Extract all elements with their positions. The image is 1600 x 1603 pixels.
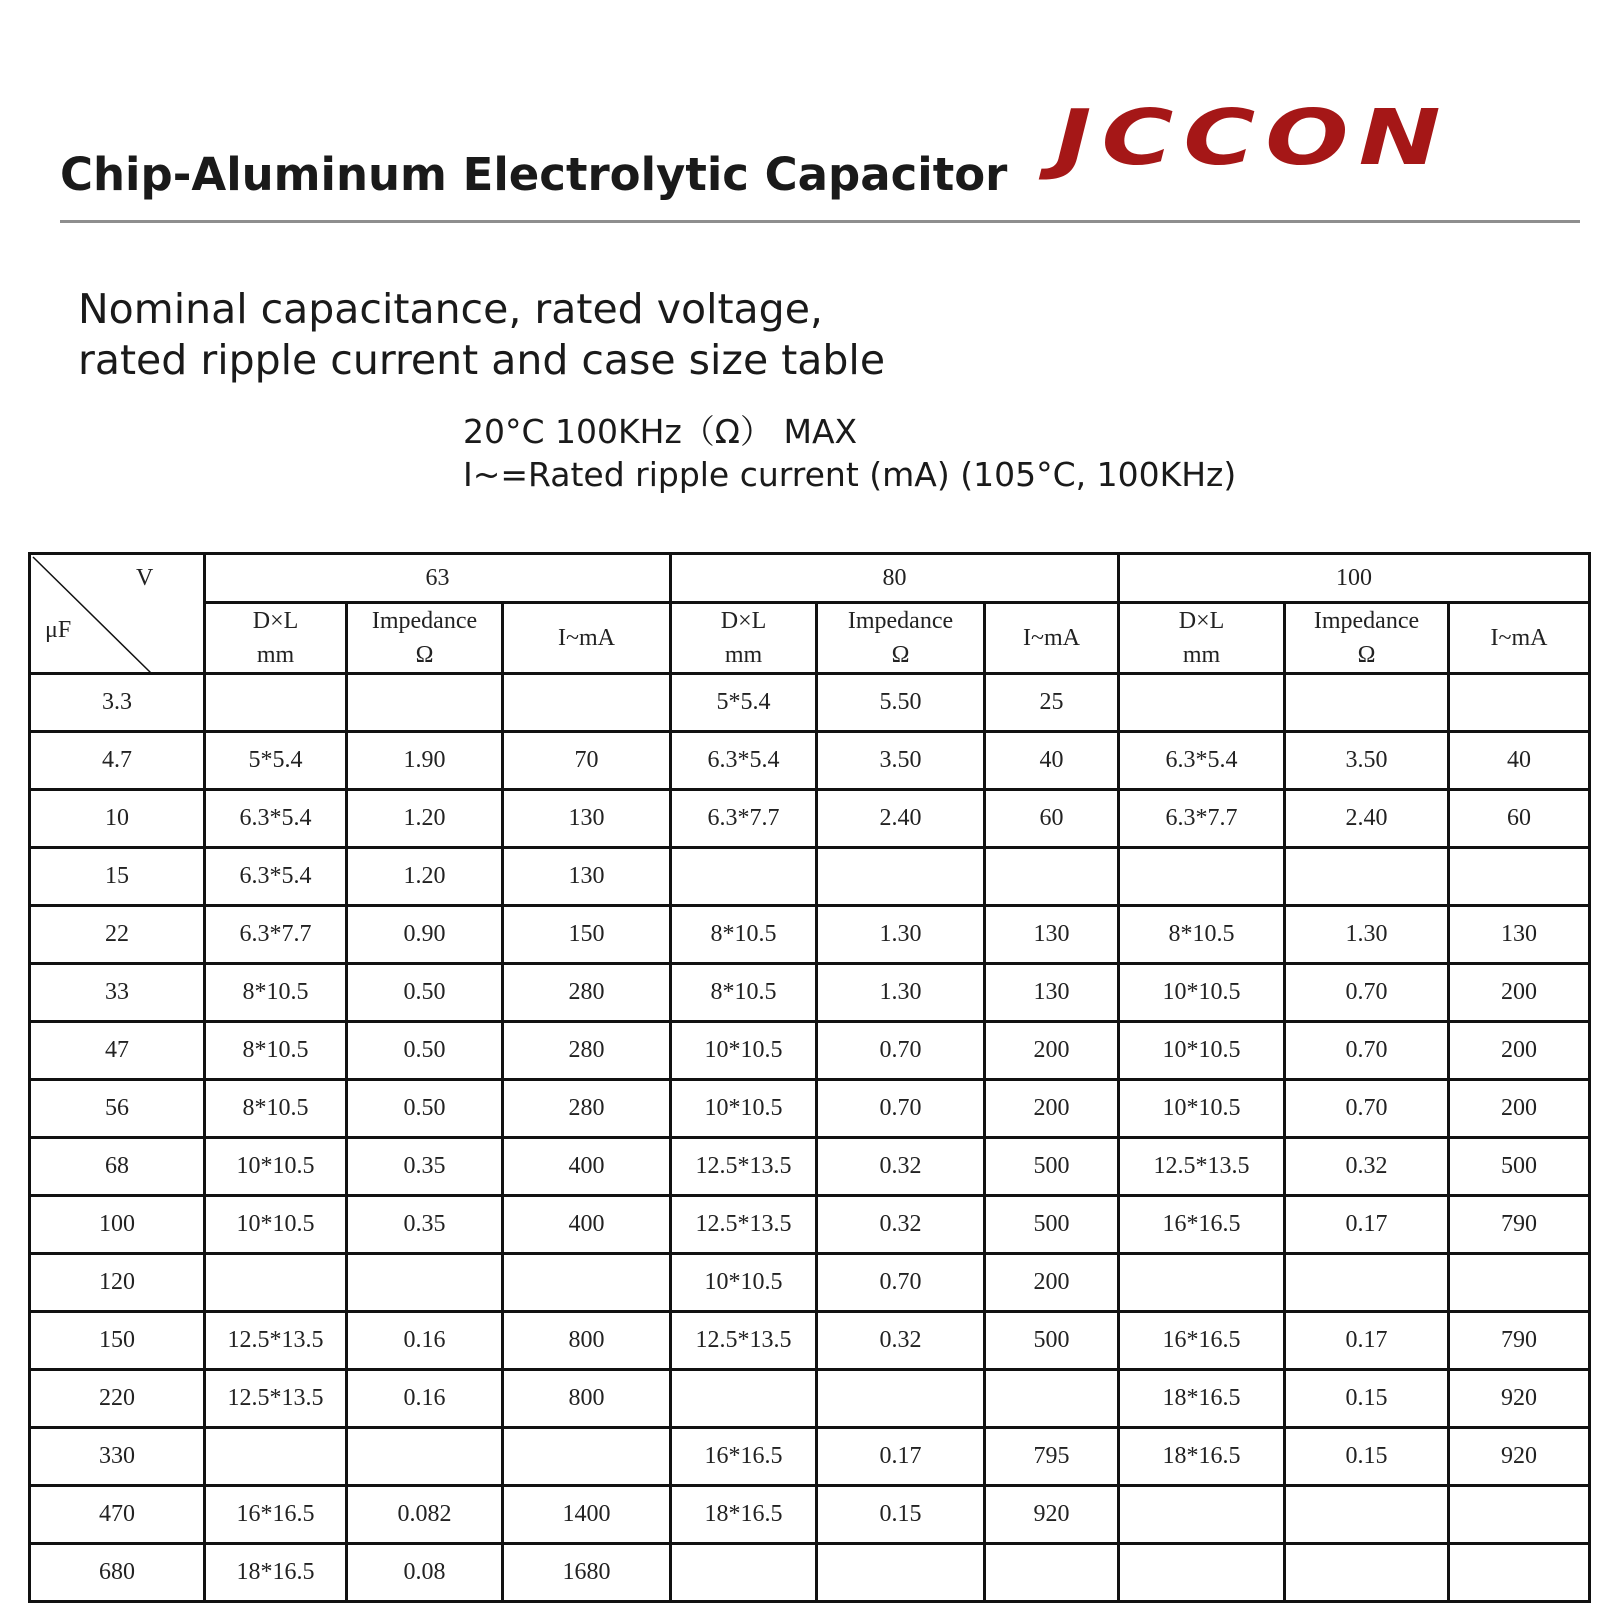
voltage-header-100: 100 [1119, 554, 1590, 603]
case-size-cell: 8*10.5 [671, 906, 817, 964]
case-size-cell: 18*16.5 [1119, 1428, 1285, 1486]
impedance-cell: 0.15 [1285, 1370, 1449, 1428]
impedance-cell: 0.70 [817, 1080, 985, 1138]
dl-header: D×L mm [671, 603, 817, 674]
case-size-cell [671, 848, 817, 906]
impedance-cell: 0.50 [347, 1022, 503, 1080]
case-size-cell: 12.5*13.5 [671, 1196, 817, 1254]
table-row [30, 1370, 1590, 1428]
case-size-cell: 10*10.5 [1119, 1022, 1285, 1080]
ripple-current-cell [1449, 1486, 1590, 1544]
voltage-header-80: 80 [671, 554, 1119, 603]
table-row [30, 1138, 1590, 1196]
impedance-cell: 0.70 [1285, 964, 1449, 1022]
ripple-current-cell: 800 [503, 1312, 671, 1370]
capacitance-cell: 100 [30, 1196, 205, 1254]
impedance-header: Impedance Ω [817, 603, 985, 674]
case-size-cell: 8*10.5 [1119, 906, 1285, 964]
corner-diagonal-line [31, 555, 206, 675]
case-size-cell: 8*10.5 [671, 964, 817, 1022]
ripple-current-cell: 790 [1449, 1196, 1590, 1254]
ripple-current-cell: 920 [1449, 1428, 1590, 1486]
case-size-cell: 6.3*5.4 [205, 790, 347, 848]
table-row [30, 848, 1590, 906]
ripple-current-cell [503, 1428, 671, 1486]
subtitle-line-2: rated ripple current and case size table [78, 336, 886, 384]
ripple-current-header: I~mA [503, 603, 671, 674]
case-size-cell: 8*10.5 [205, 1080, 347, 1138]
impedance-cell: 0.70 [1285, 1080, 1449, 1138]
ripple-current-cell: 920 [1449, 1370, 1590, 1428]
table-row [30, 906, 1590, 964]
ripple-current-cell: 130 [985, 906, 1119, 964]
ripple-current-cell: 60 [1449, 790, 1590, 848]
impedance-cell [1285, 1544, 1449, 1602]
ripple-current-note: I~=Rated ripple current (mA) (105°C, 100KHz) [463, 455, 1237, 494]
ripple-current-cell: 130 [503, 848, 671, 906]
case-size-cell: 16*16.5 [205, 1486, 347, 1544]
ripple-current-cell [985, 848, 1119, 906]
ripple-current-cell: 400 [503, 1196, 671, 1254]
case-size-cell: 10*10.5 [671, 1254, 817, 1312]
case-size-cell: 6.3*7.7 [1119, 790, 1285, 848]
capacitance-cell: 4.7 [30, 732, 205, 790]
capacitor-spec-table [28, 552, 1591, 1603]
ripple-current-cell: 200 [1449, 1022, 1590, 1080]
capacitance-cell: 220 [30, 1370, 205, 1428]
impedance-cell: 1.20 [347, 848, 503, 906]
capacitance-cell: 470 [30, 1486, 205, 1544]
ripple-current-cell: 200 [985, 1080, 1119, 1138]
capacitance-cell: 120 [30, 1254, 205, 1312]
capacitance-cell: 68 [30, 1138, 205, 1196]
ripple-current-cell: 130 [985, 964, 1119, 1022]
ripple-current-cell: 200 [1449, 1080, 1590, 1138]
ripple-current-cell: 200 [1449, 964, 1590, 1022]
ripple-current-header: I~mA [1449, 603, 1590, 674]
impedance-cell [817, 1544, 985, 1602]
impedance-cell: 0.17 [817, 1428, 985, 1486]
table-row [30, 1486, 1590, 1544]
ripple-current-cell: 500 [1449, 1138, 1590, 1196]
impedance-cell: 0.35 [347, 1138, 503, 1196]
header-divider [60, 220, 1580, 223]
case-size-cell: 6.3*7.7 [671, 790, 817, 848]
case-size-cell: 10*10.5 [205, 1138, 347, 1196]
ripple-current-cell [985, 1370, 1119, 1428]
corner-header-cell [30, 554, 205, 674]
capacitance-cell: 22 [30, 906, 205, 964]
impedance-cell: 0.32 [817, 1312, 985, 1370]
case-size-cell: 6.3*7.7 [205, 906, 347, 964]
impedance-cell: 2.40 [817, 790, 985, 848]
capacitance-cell: 56 [30, 1080, 205, 1138]
measurement-notes [463, 410, 1236, 496]
ripple-current-cell: 500 [985, 1312, 1119, 1370]
impedance-cell: 0.32 [1285, 1138, 1449, 1196]
impedance-cell: 5.50 [817, 674, 985, 732]
page-title: Chip-Aluminum Electrolytic Capacitor [60, 148, 1008, 201]
case-size-cell: 18*16.5 [205, 1544, 347, 1602]
impedance-note: 20°C 100KHz（Ω） MAX [463, 412, 858, 451]
brand-logo: JCCON [1055, 93, 1451, 183]
capacitance-axis-label: μF [45, 617, 72, 643]
case-size-cell [1119, 1544, 1285, 1602]
impedance-cell [1285, 674, 1449, 732]
subtitle-line-1: Nominal capacitance, rated voltage, [78, 285, 823, 333]
impedance-cell: 0.50 [347, 1080, 503, 1138]
case-size-cell: 10*10.5 [1119, 964, 1285, 1022]
case-size-cell [1119, 674, 1285, 732]
impedance-cell: 2.40 [1285, 790, 1449, 848]
impedance-cell: 3.50 [817, 732, 985, 790]
table-row [30, 790, 1590, 848]
impedance-cell: 0.17 [1285, 1196, 1449, 1254]
capacitance-cell: 47 [30, 1022, 205, 1080]
ripple-current-cell: 40 [1449, 732, 1590, 790]
impedance-cell [1285, 1486, 1449, 1544]
case-size-cell: 8*10.5 [205, 1022, 347, 1080]
ripple-current-cell [1449, 1254, 1590, 1312]
impedance-cell [1285, 1254, 1449, 1312]
capacitance-cell: 150 [30, 1312, 205, 1370]
ripple-current-cell: 130 [1449, 906, 1590, 964]
case-size-cell: 16*16.5 [1119, 1312, 1285, 1370]
case-size-cell: 6.3*5.4 [205, 848, 347, 906]
voltage-header-row [30, 554, 1590, 603]
table-row [30, 1544, 1590, 1602]
case-size-cell: 6.3*5.4 [671, 732, 817, 790]
case-size-cell: 18*16.5 [1119, 1370, 1285, 1428]
ripple-current-cell: 920 [985, 1486, 1119, 1544]
impedance-cell: 1.30 [817, 906, 985, 964]
ripple-current-cell: 500 [985, 1138, 1119, 1196]
capacitance-cell: 680 [30, 1544, 205, 1602]
dl-header: D×L mm [205, 603, 347, 674]
ripple-current-cell: 130 [503, 790, 671, 848]
ripple-current-cell: 400 [503, 1138, 671, 1196]
ripple-current-cell: 280 [503, 1022, 671, 1080]
impedance-cell: 1.90 [347, 732, 503, 790]
table-subtitle [78, 284, 885, 386]
impedance-cell: 0.32 [817, 1196, 985, 1254]
ripple-current-cell: 280 [503, 1080, 671, 1138]
impedance-cell: 0.35 [347, 1196, 503, 1254]
ripple-current-cell [985, 1544, 1119, 1602]
case-size-cell [205, 1254, 347, 1312]
impedance-header: Impedance Ω [1285, 603, 1449, 674]
impedance-cell: 3.50 [1285, 732, 1449, 790]
impedance-cell: 0.70 [817, 1022, 985, 1080]
impedance-cell: 0.16 [347, 1312, 503, 1370]
ripple-current-cell: 1680 [503, 1544, 671, 1602]
table-row [30, 1428, 1590, 1486]
case-size-cell [1119, 1254, 1285, 1312]
case-size-cell: 12.5*13.5 [205, 1312, 347, 1370]
ripple-current-cell: 60 [985, 790, 1119, 848]
impedance-cell [347, 674, 503, 732]
table-body [30, 674, 1590, 1602]
case-size-cell [1119, 1486, 1285, 1544]
ripple-current-cell: 200 [985, 1022, 1119, 1080]
case-size-cell: 12.5*13.5 [205, 1370, 347, 1428]
table-row [30, 964, 1590, 1022]
capacitance-cell: 15 [30, 848, 205, 906]
impedance-cell: 0.15 [1285, 1428, 1449, 1486]
impedance-cell [817, 848, 985, 906]
impedance-cell: 0.17 [1285, 1312, 1449, 1370]
impedance-cell [347, 1254, 503, 1312]
impedance-cell [817, 1370, 985, 1428]
ripple-current-cell: 790 [1449, 1312, 1590, 1370]
ripple-current-cell [503, 1254, 671, 1312]
voltage-axis-label: V [136, 565, 154, 591]
capacitance-cell: 33 [30, 964, 205, 1022]
ripple-current-cell: 70 [503, 732, 671, 790]
ripple-current-cell [503, 674, 671, 732]
case-size-cell: 5*5.4 [205, 732, 347, 790]
case-size-cell: 10*10.5 [671, 1080, 817, 1138]
impedance-header: Impedance Ω [347, 603, 503, 674]
case-size-cell [205, 1428, 347, 1486]
table-row [30, 1022, 1590, 1080]
voltage-header-63: 63 [205, 554, 671, 603]
case-size-cell: 12.5*13.5 [671, 1312, 817, 1370]
impedance-cell: 1.30 [817, 964, 985, 1022]
ripple-current-cell: 280 [503, 964, 671, 1022]
case-size-cell: 6.3*5.4 [1119, 732, 1285, 790]
dl-header: D×L mm [1119, 603, 1285, 674]
impedance-cell: 0.32 [817, 1138, 985, 1196]
impedance-cell: 0.08 [347, 1544, 503, 1602]
ripple-current-cell: 795 [985, 1428, 1119, 1486]
impedance-cell: 0.15 [817, 1486, 985, 1544]
ripple-current-cell: 150 [503, 906, 671, 964]
case-size-cell: 10*10.5 [205, 1196, 347, 1254]
case-size-cell: 12.5*13.5 [671, 1138, 817, 1196]
case-size-cell: 10*10.5 [1119, 1080, 1285, 1138]
table-row [30, 1080, 1590, 1138]
case-size-cell: 16*16.5 [1119, 1196, 1285, 1254]
ripple-current-cell [1449, 1544, 1590, 1602]
impedance-cell: 0.70 [1285, 1022, 1449, 1080]
table-row [30, 1312, 1590, 1370]
case-size-cell [205, 674, 347, 732]
table-row [30, 674, 1590, 732]
impedance-cell: 0.70 [817, 1254, 985, 1312]
ripple-current-cell: 40 [985, 732, 1119, 790]
ripple-current-cell: 800 [503, 1370, 671, 1428]
ripple-current-cell [1449, 674, 1590, 732]
ripple-current-cell: 500 [985, 1196, 1119, 1254]
capacitance-cell: 330 [30, 1428, 205, 1486]
impedance-cell: 0.082 [347, 1486, 503, 1544]
ripple-current-cell: 1400 [503, 1486, 671, 1544]
impedance-cell: 0.16 [347, 1370, 503, 1428]
impedance-cell [1285, 848, 1449, 906]
capacitance-cell: 10 [30, 790, 205, 848]
case-size-cell: 10*10.5 [671, 1022, 817, 1080]
case-size-cell: 16*16.5 [671, 1428, 817, 1486]
case-size-cell [1119, 848, 1285, 906]
case-size-cell [671, 1370, 817, 1428]
capacitance-cell: 3.3 [30, 674, 205, 732]
impedance-cell [347, 1428, 503, 1486]
case-size-cell: 8*10.5 [205, 964, 347, 1022]
impedance-cell: 1.20 [347, 790, 503, 848]
table-row [30, 1254, 1590, 1312]
ripple-current-header: I~mA [985, 603, 1119, 674]
impedance-cell: 1.30 [1285, 906, 1449, 964]
impedance-cell: 0.90 [347, 906, 503, 964]
ripple-current-cell: 200 [985, 1254, 1119, 1312]
ripple-current-cell [1449, 848, 1590, 906]
case-size-cell: 18*16.5 [671, 1486, 817, 1544]
ripple-current-cell: 25 [985, 674, 1119, 732]
case-size-cell: 5*5.4 [671, 674, 817, 732]
impedance-cell: 0.50 [347, 964, 503, 1022]
case-size-cell: 12.5*13.5 [1119, 1138, 1285, 1196]
table-row [30, 1196, 1590, 1254]
column-subheader-row [30, 603, 1590, 674]
table-row [30, 732, 1590, 790]
case-size-cell [671, 1544, 817, 1602]
